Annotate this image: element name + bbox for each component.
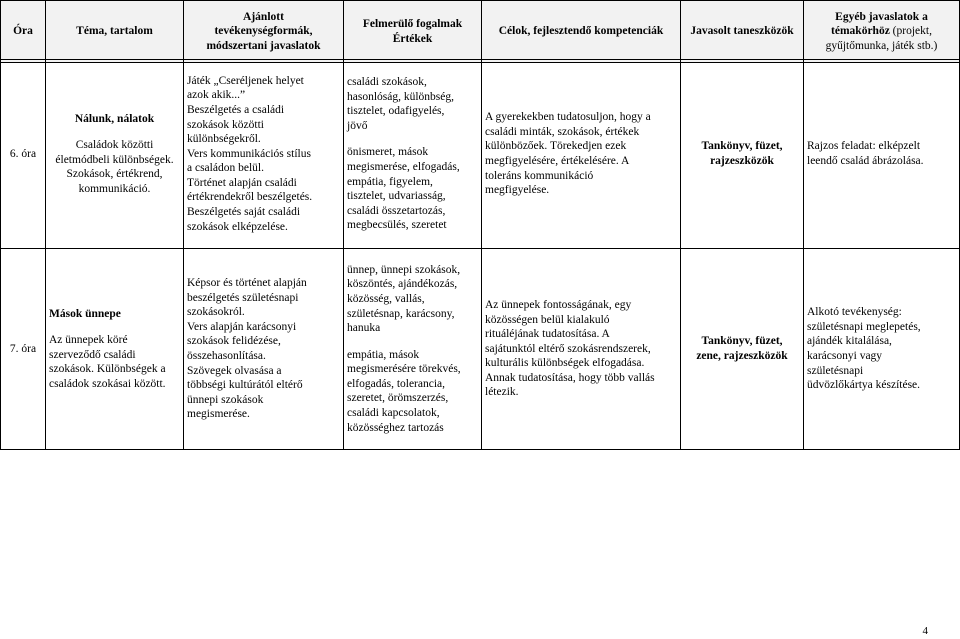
activities-cell: Játék „Cseréljenek helyet azok akik...” Beszélgetés a családi szokások közötti különbségekről. Vers kommunikációs stílus a családon belül. Történet alapján családi értékrendekről beszélgetés. Beszélgetés saját családi szokások elképzelése. — [184, 60, 344, 249]
goals-cell: Az ünnepek fontosságának, egy közösségen belül kialakuló rituáléjának tudatosítása. A sajátunktól eltérő szokásrendszerek, kulturális különbségek elfogadása. Annak tudatosítása, hogy több vallás létezik. — [482, 249, 681, 450]
header-ora: Óra — [1, 1, 46, 63]
topic-content: Az ünnepek köré szerveződő családi szokások. Különbségek a családok szokásai között. — [49, 334, 166, 390]
other-cell: Rajzos feladat: elképzelt leendő család ábrázolása. — [804, 60, 960, 249]
table-row — [1, 60, 960, 249]
tools-cell: Tankönyv, füzet, zene, rajzeszközök — [681, 249, 804, 450]
concepts-cell: ünnep, ünnepi szokások, köszöntés, ajándékozás, közösség, vallás, születésnap, karácsony, hanuka empátia, mások megismerésére törekvés, elfogadás, tolerancia, szeretet, örömszerzés, családi kapcsolatok, közösséghez tartozás — [344, 249, 482, 450]
goals-cell: A gyerekekben tudatosuljon, hogy a családi minták, szokások, értékek különbözőek. Törekedjen ezek megfigyelésére, értékelésére. A toleráns kommunikáció megfigyelése. — [482, 60, 681, 249]
header-taneszkozok: Javasolt taneszközök — [681, 1, 804, 63]
header-felmerulo: Felmerülő fogalmak Értékek — [344, 1, 482, 63]
table-header — [0, 0, 960, 63]
lesson-number: 7. óra — [1, 249, 46, 450]
header-tema: Téma, tartalom — [46, 1, 184, 63]
header-egyeb: Egyéb javaslatok a témakörhöz (projekt, gyűjtőmunka, játék stb.) — [804, 1, 960, 63]
header-celok: Célok, fejlesztendő kompetenciák — [482, 1, 681, 63]
header-ajanlott: Ajánlott tevékenységformák, módszertani javaslatok — [184, 1, 344, 63]
lesson-number: 6. óra — [1, 60, 46, 249]
topic-title: Mások ünnepe — [49, 307, 121, 320]
page-number: 4 — [922, 625, 928, 637]
tools-cell: Tankönyv, füzet, rajzeszközök — [681, 60, 804, 249]
lesson-row-7 — [0, 248, 960, 450]
concepts-cell: családi szokások, hasonlóság, különbség, tisztelet, odafigyelés, jövő önismeret, mások megismerése, elfogadás, empátia, figyelem, tisztelet, udvariasság, családi összetartozás, megbecsülés, szeretet — [344, 60, 482, 249]
header-row — [1, 1, 960, 63]
topic-title: Nálunk, nálatok — [74, 112, 155, 125]
topic-content: Családok közötti életmódbeli különbségek. Szokások, értékrend, kommunikáció. — [55, 139, 174, 195]
topic-cell — [46, 249, 184, 450]
lesson-row-6 — [0, 59, 960, 249]
other-cell: Alkotó tevékenység: születésnapi meglepetés, ajándék kitalálása, karácsonyi vagy születésnapi üdvözlőkártya készítése. — [804, 249, 960, 450]
activities-cell: Képsor és történet alapján beszélgetés születésnapi szokásokról. Vers alapján karácsonyi szokások felidézése, összehasonlítása. Szövegek olvasása a többségi kultúrától eltérő ünnepi szokások megismerése. — [184, 249, 344, 450]
table-row — [1, 249, 960, 450]
topic-cell — [46, 60, 184, 249]
